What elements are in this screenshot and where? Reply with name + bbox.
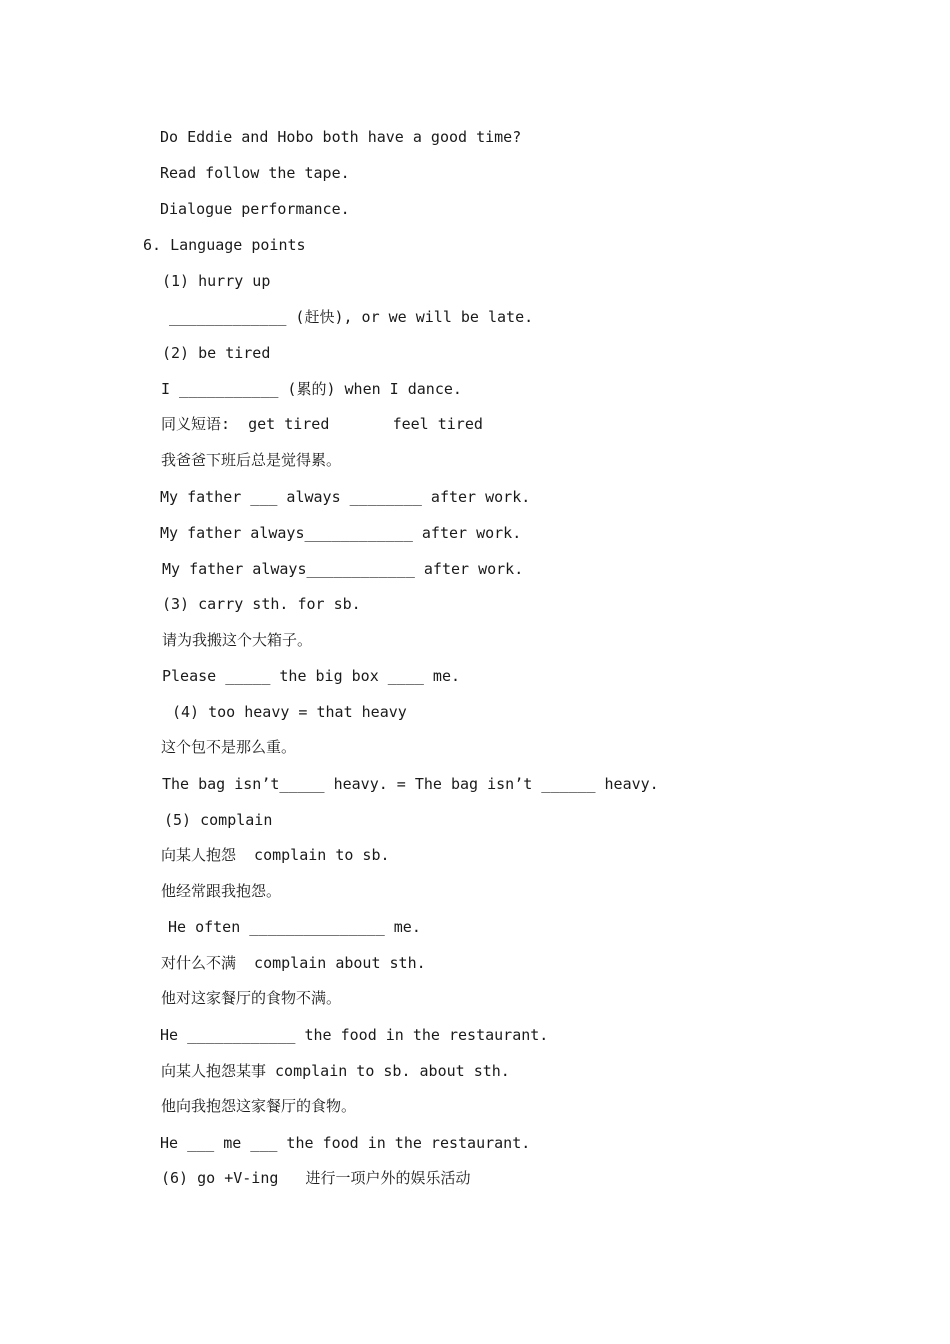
text-line: He ___ me ___ the food in the restaurant. — [160, 1134, 531, 1152]
text-line: 向某人抱怨 complain to sb. — [161, 846, 390, 864]
text-line: (1) hurry up — [162, 272, 271, 290]
text-line: (3) carry sth. for sb. — [162, 595, 361, 613]
text-line: My father always____________ after work. — [162, 560, 524, 578]
text-line: (2) be tired — [162, 344, 271, 362]
text-line: Please _____ the big box ____ me. — [162, 667, 461, 685]
text-line: The bag isn’t_____ heavy. = The bag isn’t ______ heavy. — [162, 775, 659, 793]
text-line: 请为我搬这个大箱子。 — [162, 631, 313, 649]
text-line: 对什么不满 complain about sth. — [161, 954, 426, 972]
text-line: Do Eddie and Hobo both have a good time? — [160, 128, 522, 146]
section-heading: 6. Language points — [143, 236, 306, 254]
text-line: (5) complain — [164, 811, 273, 829]
text-line: Dialogue performance. — [160, 200, 350, 218]
text-line: 同义短语: get tired feel tired — [161, 415, 483, 433]
text-line: _____________ (赶快), or we will be late. — [169, 308, 534, 326]
text-line: My father ___ always ________ after work. — [160, 488, 531, 506]
text-line: He often _______________ me. — [168, 918, 421, 936]
text-line: 他对这家餐厅的食物不满。 — [161, 989, 342, 1007]
text-line: 这个包不是那么重。 — [161, 738, 297, 756]
text-line: 我爸爸下班后总是觉得累。 — [161, 451, 342, 469]
text-line: 他经常跟我抱怨。 — [161, 882, 282, 900]
text-line: (4) too heavy = that heavy — [172, 703, 407, 721]
text-line: He ____________ the food in the restaurant. — [160, 1026, 549, 1044]
text-line: My father always____________ after work. — [160, 524, 522, 542]
text-line: 向某人抱怨某事 complain to sb. about sth. — [161, 1062, 510, 1080]
text-line: 他向我抱怨这家餐厅的食物。 — [161, 1097, 357, 1115]
text-line: (6) go +V-ing 进行一项户外的娱乐活动 — [161, 1169, 471, 1187]
text-line: I ___________ (累的) when I dance. — [161, 380, 462, 398]
text-line: Read follow the tape. — [160, 164, 350, 182]
